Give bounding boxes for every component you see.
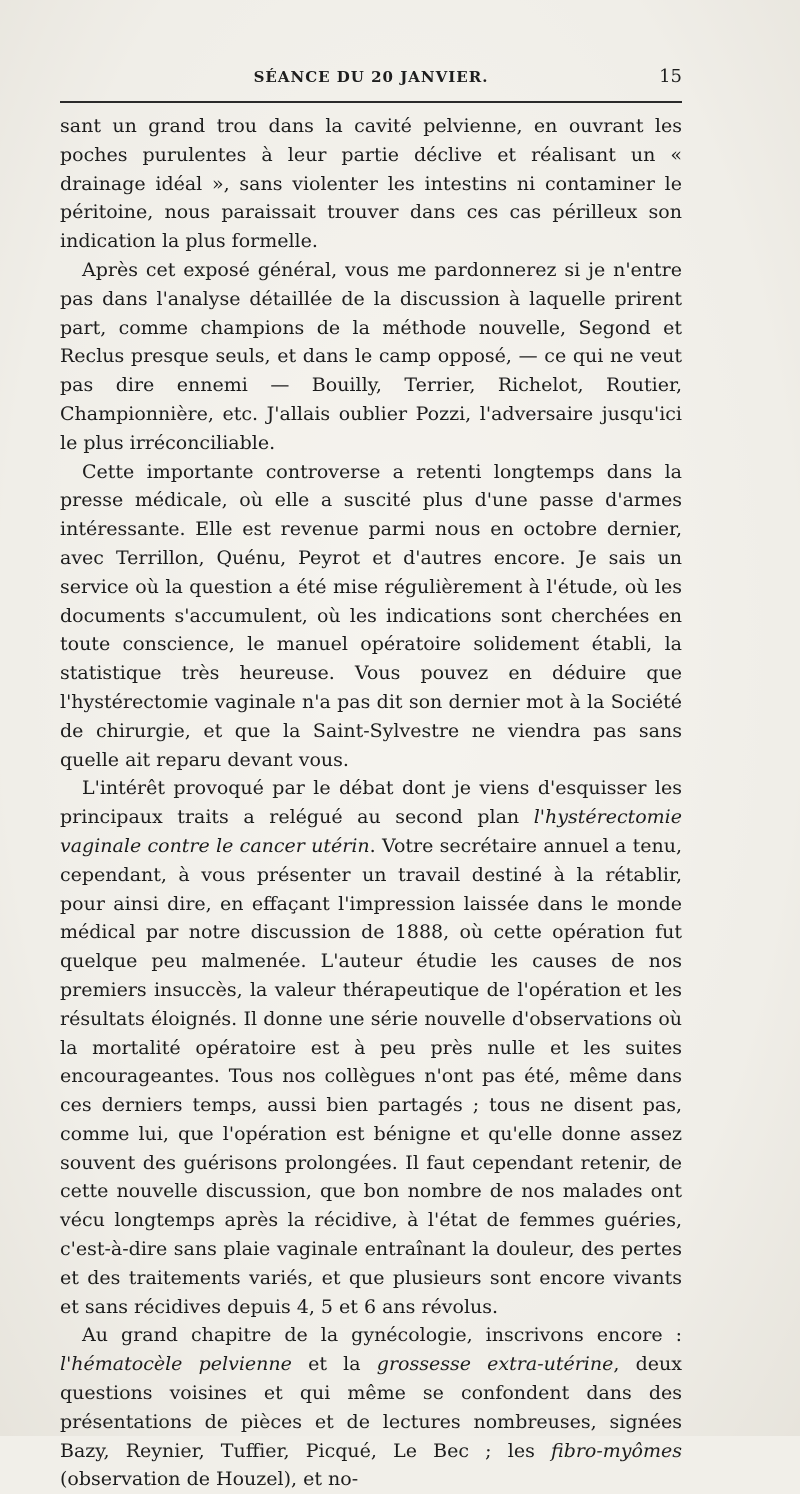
header-rule [60, 101, 682, 103]
text-segment: Après cet exposé général, vous me pardonnerez si je n'entre pas dans l'analyse détaillée de la discussion à laquelle prirent part, comme champions de la méthode nouvelle, Segond et Reclus presque seuls, et dans le camp opposé, — ce qui ne veut pas dire ennemi — Bouilly, Terrier, Richelot, Routier, Championnière, etc. J'allais oublier Pozzi, l'adversaire jusqu'ici le plus irréconciliable. [60, 258, 682, 454]
body-text [60, 112, 682, 1494]
paragraph-1 [60, 112, 682, 256]
italic-term: l'hématocèle pelvienne [60, 1353, 292, 1376]
text-segment: , deux questions voisines et qui même se confondent dans des présentations de pièces et de lectures nombreuses, signées Bazy, Reynier, Tuffier, Picqué, Le Bec ; les [60, 1353, 682, 1462]
paragraph-4 [60, 774, 682, 1321]
text-segment: . Votre secrétaire annuel a tenu, cependant, à vous présenter un travail destiné à la rétablir, pour ainsi dire, en effaçant l'impression laissée dans le monde médical par notre discussion de 1888, où cette opération fut quelque peu malmenée. L'auteur étudie les causes de nos premiers insuccès, la valeur thérapeutique de l'opération et les résultats éloignés. Il donne une série nouvelle d'observations où la mortalité opératoire est à peu près nulle et les suites encourageantes. Tous nos collègues n'ont pas été, même dans ces derniers temps, aussi bien partagés ; tous ne disent pas, comme lui, que l'opération est bénigne et qu'elle donne assez souvent des guérisons prolongées. Il faut cependant retenir, de cette nouvelle discussion, que bon nombre de nos malades ont vécu longtemps après la récidive, à l'état de femmes guéries, c'est-à-dire sans plaie vaginale entraînant la douleur, des pertes et des traitements variés, et que plusieurs sont encore vivants et sans récidives depuis 4, 5 et 6 ans révolus. [60, 834, 682, 1318]
paragraph-3 [60, 458, 682, 775]
running-head: SÉANCE DU 20 JANVIER. [253, 68, 489, 86]
paragraph-5 [60, 1321, 682, 1494]
italic-term: l'hystérectomie vaginale contre le cancer utérin [60, 806, 682, 857]
text-segment: sant un grand trou dans la cavité pelvienne, en ouvrant les poches purulentes à leur partie déclive et réalisant un « drainage idéal », sans violenter les intestins ni contaminer le péritoine, nous paraissait trouver dans ces cas périlleux son indication la plus formelle. [60, 115, 682, 253]
text-segment: et la [291, 1353, 377, 1376]
text-segment: L'intérêt provoqué par le débat dont je viens d'esquisser les principaux traits a relégué au second plan [60, 777, 682, 829]
page-header [60, 62, 682, 96]
page-number: 15 [659, 66, 682, 87]
text-segment: Cette importante controverse a retenti longtemps dans la presse médicale, où elle a suscité plus d'une passe d'armes intéressante. Elle est revenue parmi nous en octobre dernier, avec Terrillon, Quénu, Peyrot et d'autres encore. Je sais un service où la question a été mise régulièrement à l'étude, où les documents s'accumulent, où les indications sont cherchées en toute conscience, le manuel opératoire solidement établi, la statistique très heureuse. Vous pouvez en déduire que l'hystérectomie vaginale n'a pas dit son dernier mot à la Société de chirurgie, et que la Saint-Sylvestre ne viendra pas sans quelle ait reparu devant vous. [60, 460, 682, 771]
paragraph-2 [60, 256, 682, 458]
italic-term: fibro-myômes [551, 1439, 682, 1462]
text-segment: Au grand chapitre de la gynécologie, inscrivons encore : [82, 1324, 682, 1347]
text-segment: (observation de Houzel), et no- [60, 1468, 359, 1491]
italic-term: grossesse extra-utérine [376, 1353, 614, 1376]
